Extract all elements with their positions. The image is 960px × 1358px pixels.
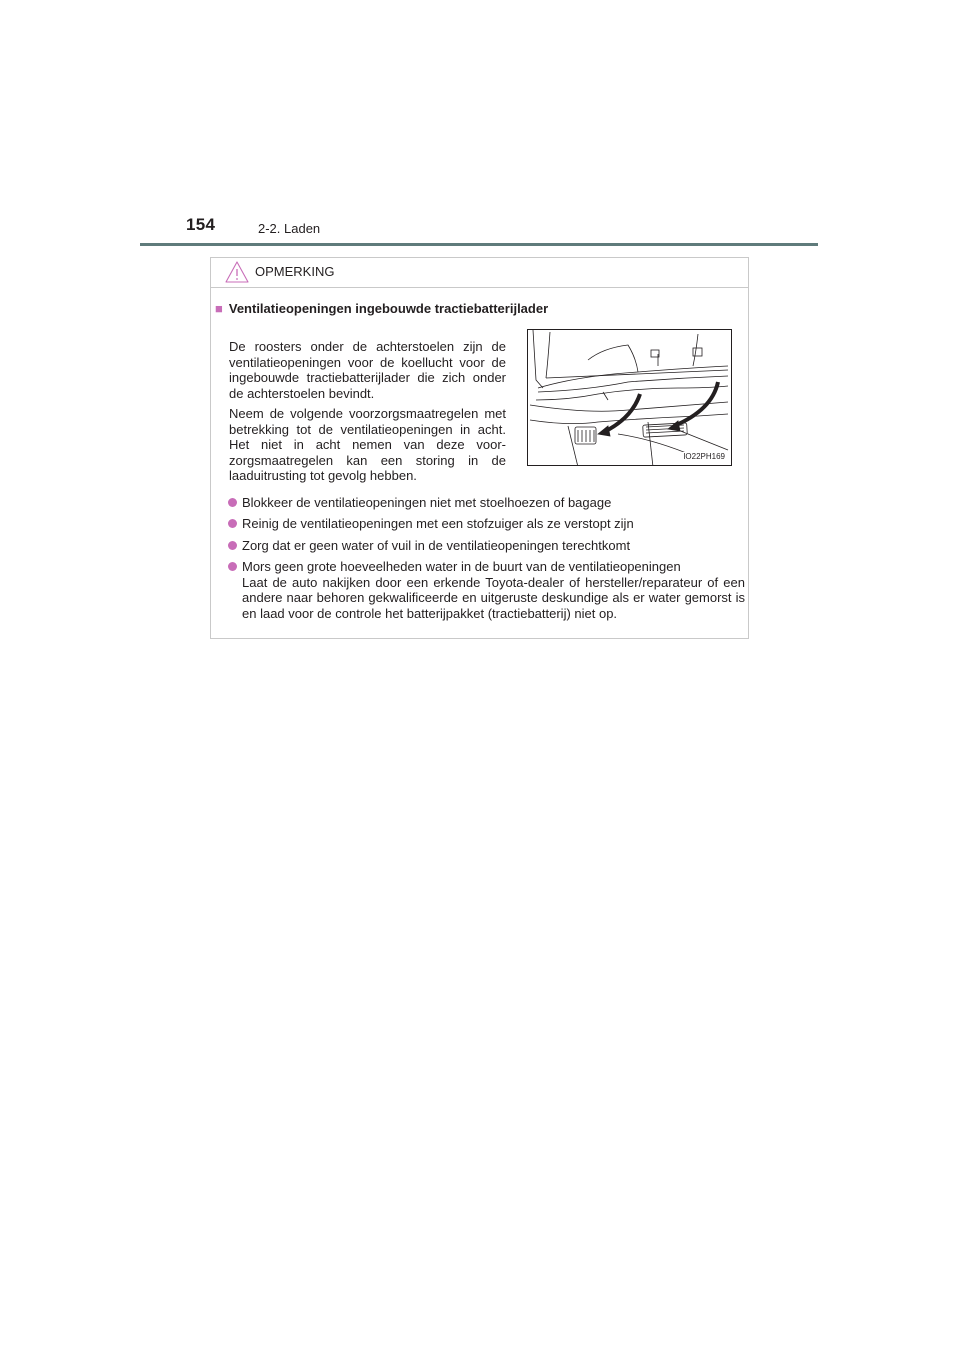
list-item-detail: Laat de auto nakijken door een erkende Toyota-dealer of hersteller/reparateur of een andere naar behoren gekwalificeerde en uitgeruste deskundige als er water gemorst is en laad voor de controle het batterijpakket (tractiebatterij) niet op.	[242, 574, 745, 622]
square-bullet-icon: ■	[215, 301, 223, 316]
round-bullet-icon	[228, 498, 237, 507]
warning-icon	[225, 261, 249, 283]
list-item-text: Mors geen grote hoeveelheden water in de buurt van de ventilatieopeningen	[242, 558, 681, 574]
page-number: 154	[186, 215, 216, 234]
round-bullet-icon	[228, 541, 237, 550]
notice-box	[210, 257, 749, 639]
list-item-text: Zorg dat er geen water of vuil in de ventilatieopeningen terechtkomt	[242, 537, 631, 553]
notice-subheading	[215, 301, 548, 316]
round-bullet-icon	[228, 562, 237, 571]
section-title: 2-2. Laden	[258, 221, 321, 236]
list-item	[225, 516, 745, 532]
list-item	[225, 495, 745, 511]
list-item	[225, 559, 745, 622]
seat-drawing	[528, 330, 732, 466]
paragraph: De roosters onder de achterstoelen zijn de ventilatieopeningen voor de koellucht voor de ingebouwde tractiebatterijlader die zich onder de achterstoelen bevindt.	[229, 339, 506, 401]
subheading-text: Ventilatieopeningen ingebouwde tractiebatterijlader	[228, 301, 549, 316]
paragraph: Neem de volgende voorzorgsmaatregelen met betrekking tot de ventilatieopeningen in acht. Het niet in acht nemen van deze voor-zorgsmaatregelen kan een storing in de laaduitrusting tot gevolg hebben.	[229, 406, 506, 483]
header-rule	[140, 243, 818, 246]
round-bullet-icon	[228, 519, 237, 528]
notice-label: OPMERKING	[255, 264, 335, 279]
list-item-text: Blokkeer de ventilatieopeningen niet met stoelhoezen of bagage	[242, 495, 612, 510]
figure-code: IO22PH169	[683, 452, 725, 461]
list-item-text: Reinig de ventilatieopeningen met een stofzuiger als ze verstopt zijn	[242, 516, 634, 532]
rear-seat-vents-illustration	[527, 329, 732, 466]
precaution-list	[225, 495, 745, 628]
notice-header	[211, 258, 748, 288]
list-item	[225, 538, 745, 554]
page-header	[0, 0, 960, 250]
